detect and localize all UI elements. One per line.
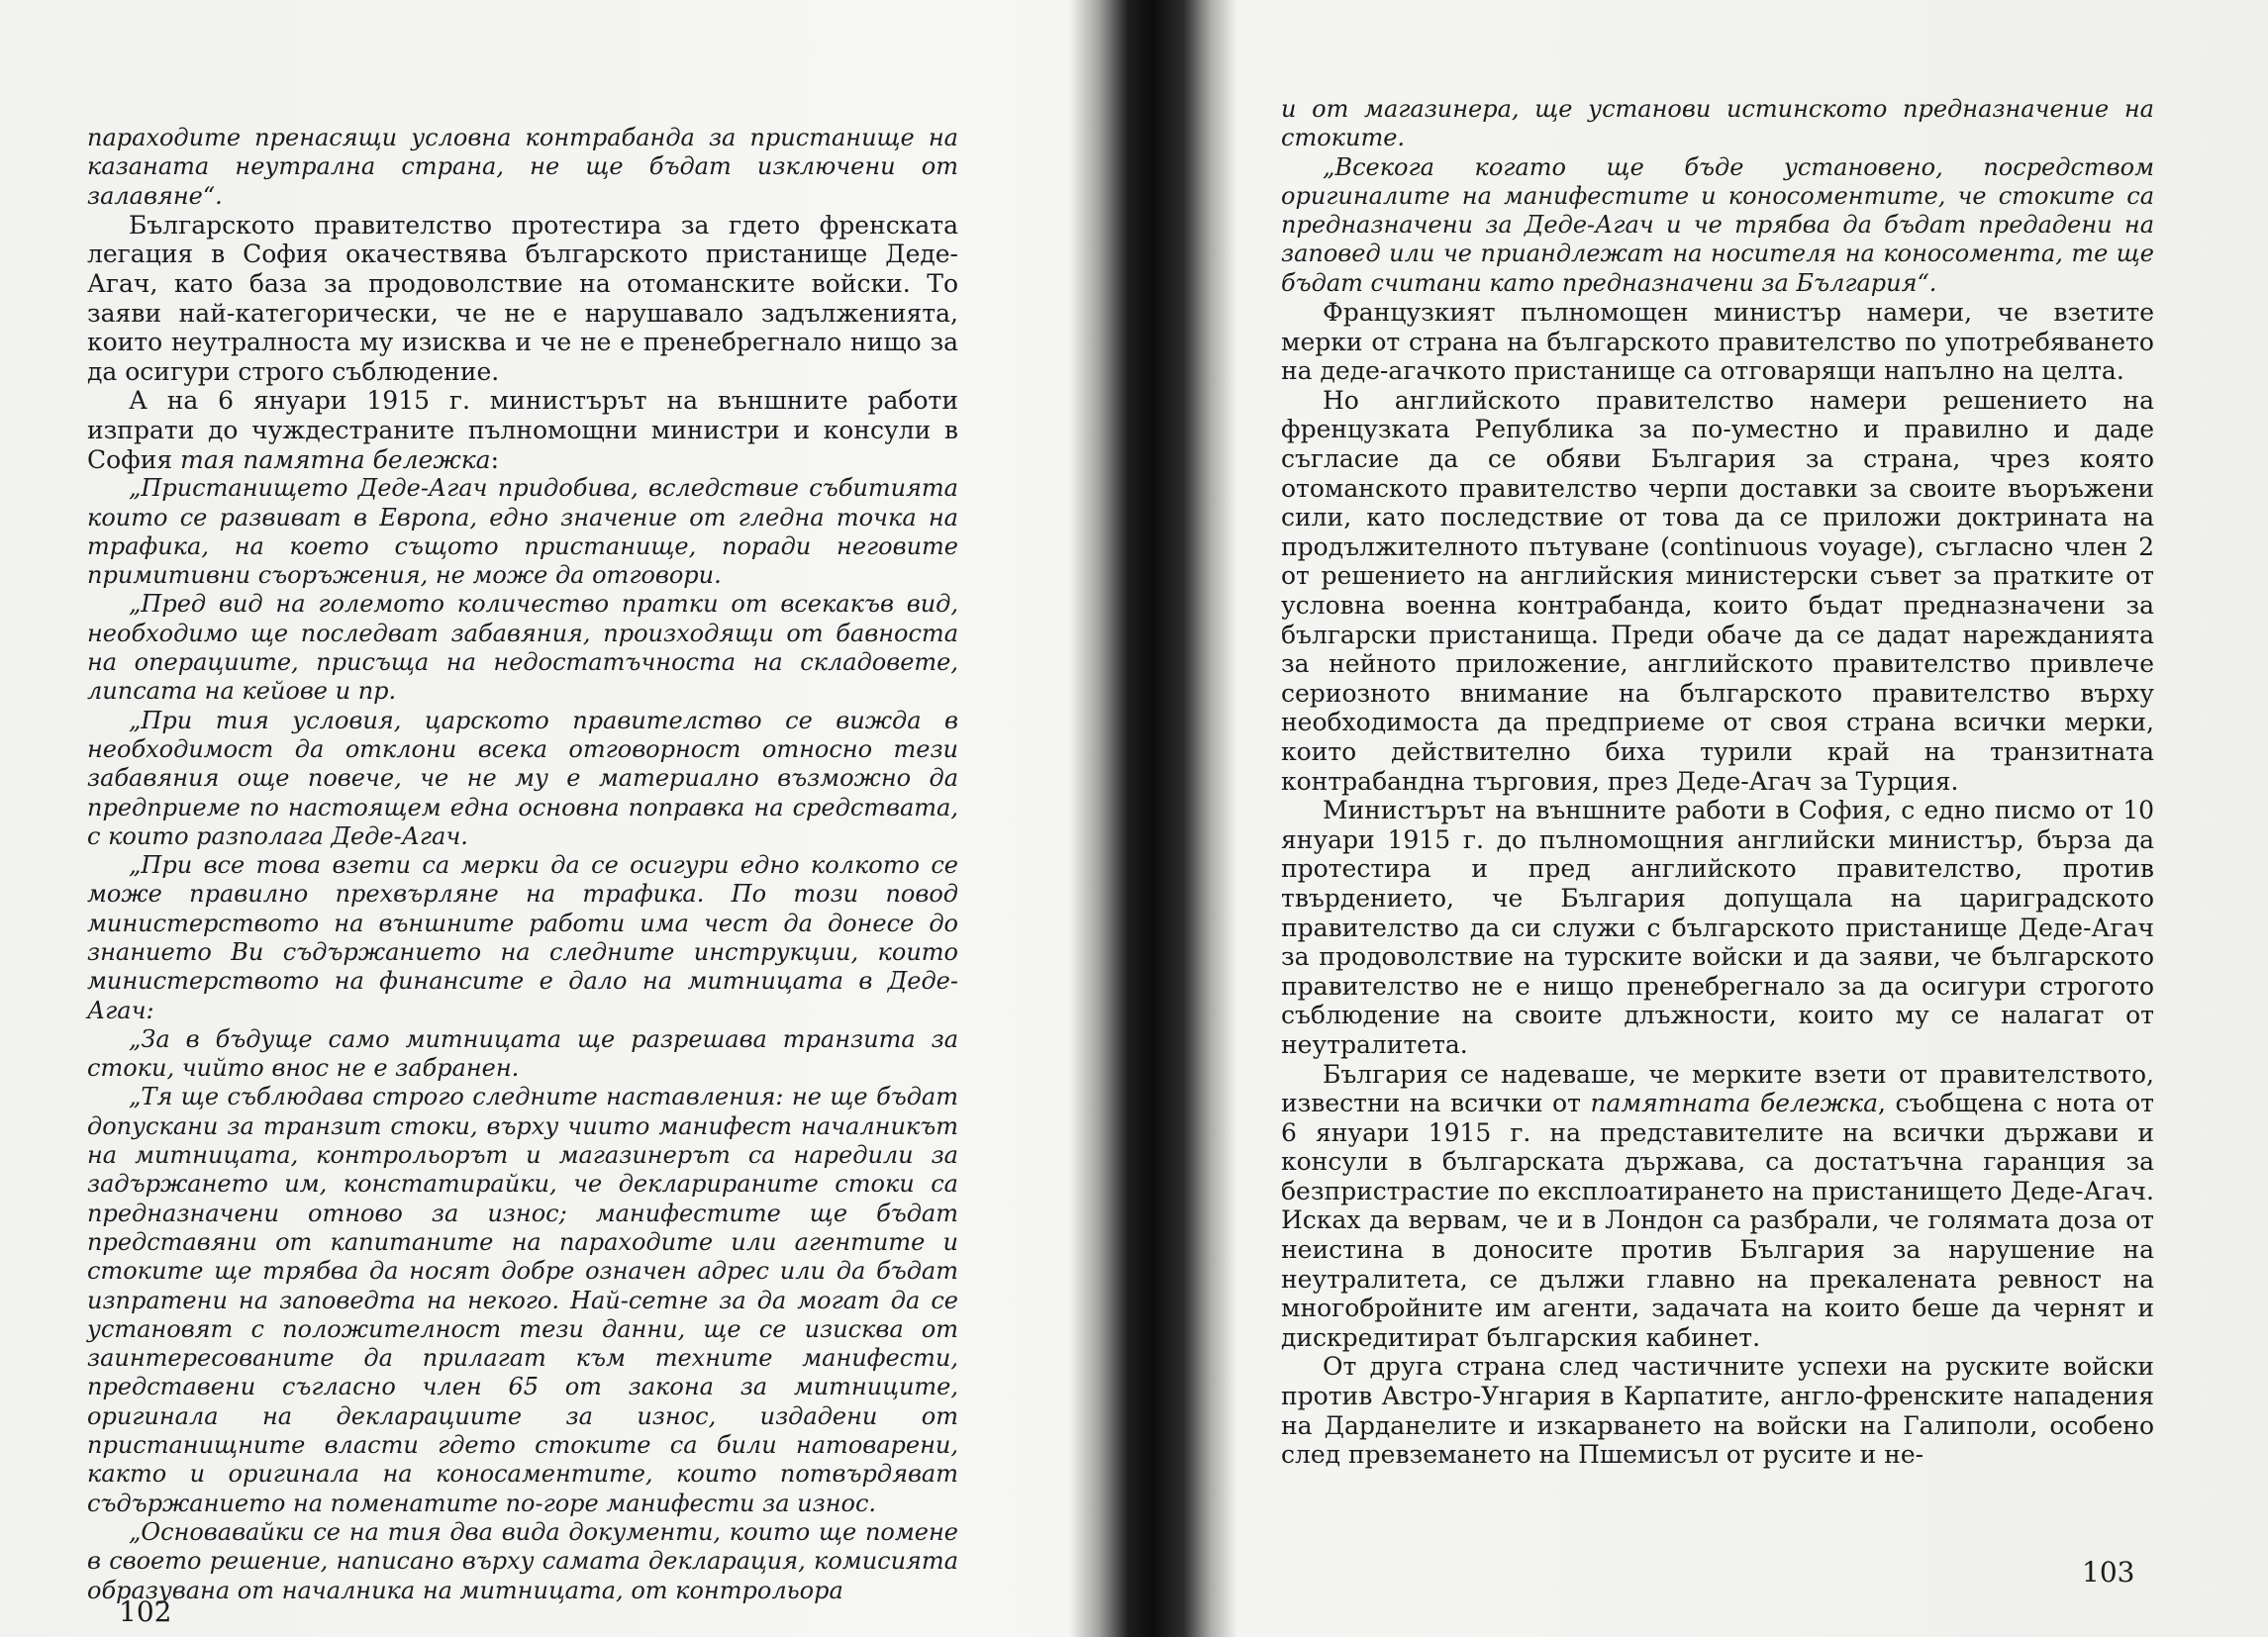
paragraph: От друга страна след частичните успехи на руските войски против Австро-Унгария в Карпатите, англо-френските нападения на Дарданелите и изкарването на войски на Галиполи, особено след превземането на Пшемисъл от русите и не- — [1281, 1352, 2154, 1470]
text-span: : — [490, 444, 500, 474]
quote-paragraph: „При все това взети са мерки да се осигури едно колкото се може правилно прехвърляне на трафика. По този повод министерството на външните работи има чест да донесе до знанието Ви съдържанието на следните инструкции, които министерството на финансите е дало на митницата в Деде-Агач: — [87, 851, 958, 1024]
book-gutter-shadow — [1069, 0, 1237, 1637]
quote-paragraph: „Основавайки се на тия два вида документи, които ще помене в своето решение, написано върху самата декларация, комисията образувана от началника на митницата, от контрольора — [87, 1517, 958, 1604]
quote-paragraph: „Пристанището Деде-Агач придобива, вследствие събитията които се развиват в Европа, едно значение от гледна точка на трафика, на което същото пристанище, поради неговите примитивни съоръжения, не може да отговори. — [87, 474, 958, 590]
text-span: България се надеваше, че мерките взети от правителството, известни на всички от — [1281, 1059, 2154, 1118]
text-span: А на 6 януари 1915 г. министърът на външните работи изпрати до чуждестраните пълномощни министри и консули в София — [87, 386, 958, 474]
right-page-text — [1281, 95, 2154, 1470]
left-page — [0, 0, 1069, 1637]
quote-paragraph: „Тя ще съблюдава строго следните наставления: не ще бъдат допускани за транзит стоки, върху чиито манифест началникът на митницата, контрольорът и магазинерът са наредили за задържането им, констатирайки, че декларираните стоки са предназначени отново за износ; манифестите ще бъдат представяни от капитаните на параходите или агентите и стоките ще трябва да носят добре означен адрес или да бъдат изпратени на заповедта на некого. Най-сетне за да могат да се установят с положителност тези данни, ще се изисква от заинтересованите да прилагат към техните манифести, представени съгласно член 65 от закона за митниците, оригинала на декларациите за износ, издадени от пристанищните власти гдето стоките са били натоварени, както и оригинала на коносаментите, които потвърдяват съдържанието на поменатите по-горе манифести за износ. — [87, 1083, 958, 1517]
left-page-text — [87, 124, 958, 1605]
paragraph: Но английското правителство намери решението на френцузката Република за по-уместно и правилно и даде съгласие да се обяви България за страна, чрез която отоманското правителство черпи доставки за своите въоръжени сили, като последствие от това да се приложи доктрината на продължителното пътуване (continuous voyage), съгласно член 2 от решението на английския министерски съвет за пратките от условна военна контрабанда, които бъдат предназначени за български пристанища. Преди обаче да се дадат нарежданията за нейното приложение, английското правителство привлече сериозното внимание на българското правителство върху необходимоста да предприеме от своя страна всички мерки, които действително биха турили край на транзитната контрабандна търговия, през Деде-Агач за Турция. — [1281, 385, 2154, 796]
quote-paragraph: и от магазинера, ще установи истинското предназначение на стоките. — [1281, 95, 2154, 152]
page-number: 102 — [119, 1595, 172, 1628]
paragraph: Министърът на външните работи в София, с едно писмо от 10 януари 1915 г. до пълномощния английски министър, бърза да протестира и пред английското правителство, против твърдението, че България допущала на цариградското правителство да си служи с българското пристанище Деде-Агач за продоволствие на турските войски и да заяви, че българското правителство не е нищо пренебрегнало за да осигури строгото съблюдение на своите длъжности, които му се налагат от неутралитета. — [1281, 796, 2154, 1059]
quote-paragraph: „За в бъдуще само митницата ще разрешава транзита за стоки, чийто внос не е забранен. — [87, 1024, 958, 1083]
paragraph: Французкият пълномощен министър намери, че взетите мерки от страна на българското правителство по употребяването на деде-агачкото пристанище са отговарящи напълно на целта. — [1281, 298, 2154, 386]
quote-paragraph: „При тия условия, царското правителство се вижда в необходимост да отклони всека отговорност относно тези забавяния още повече, че не му е материално възможно да предприеме по настоящем една основна поправка на средствата, с които разполага Деде-Агач. — [87, 706, 958, 850]
quote-paragraph: „Пред вид на големото количество пратки от всекакъв вид, необходимо ще последват забавяния, произходящи от бавноста на операциите, присъща на недостатъчноста на складовете, липсата на кейове и пр. — [87, 590, 958, 706]
right-page — [1237, 0, 2268, 1637]
text-span: , съобщена с нота от 6 януари 1915 г. на представителите на всички държави и консули в българската държава, са достатъчна гаранция за безпристрастие по експлоатирането на пристанището Деде-Агач. Исках да вервам, че и в Лондон са разбрали, че голямата доза от неистина в доносите против България за нарушение на неутралитета, се дължи главно на прекалената ревност на многобройните им агенти, задачата на които беше да чернят и дискредитират българския кабинет. — [1281, 1089, 2154, 1352]
page-number: 103 — [2082, 1556, 2135, 1589]
emphasized-text: тая памятна бележка — [180, 444, 491, 474]
paragraph — [87, 386, 958, 474]
paragraph: параходите пренасящи условна контрабанда за пристанище на казаната неутрална страна, не ще бъдат изключени от залавяне“. — [87, 124, 958, 210]
paragraph: Българското правителство протестира за гдето френската легация в София окачествява българското пристанище Деде-Агач, като база за продоволствие на отоманските войски. То заяви най-категорически, че не е нарушавало задълженията, които неутралноста му изисква и че не е пренебрегнало нищо за да осигури строго съблюдение. — [87, 210, 958, 386]
paragraph — [1281, 1060, 2154, 1353]
quote-paragraph: „Всекога когато ще бъде установено, посредством оригиналите на манифестите и коносоментите, че стоките са предназначени за Деде-Агач и че трябва да бъдат предадени на заповед или че приандлежат на носителя на коносомента, те ще бъдат считани като предназначени за България“. — [1281, 152, 2154, 297]
emphasized-text: памятната бележка — [1590, 1089, 1878, 1118]
